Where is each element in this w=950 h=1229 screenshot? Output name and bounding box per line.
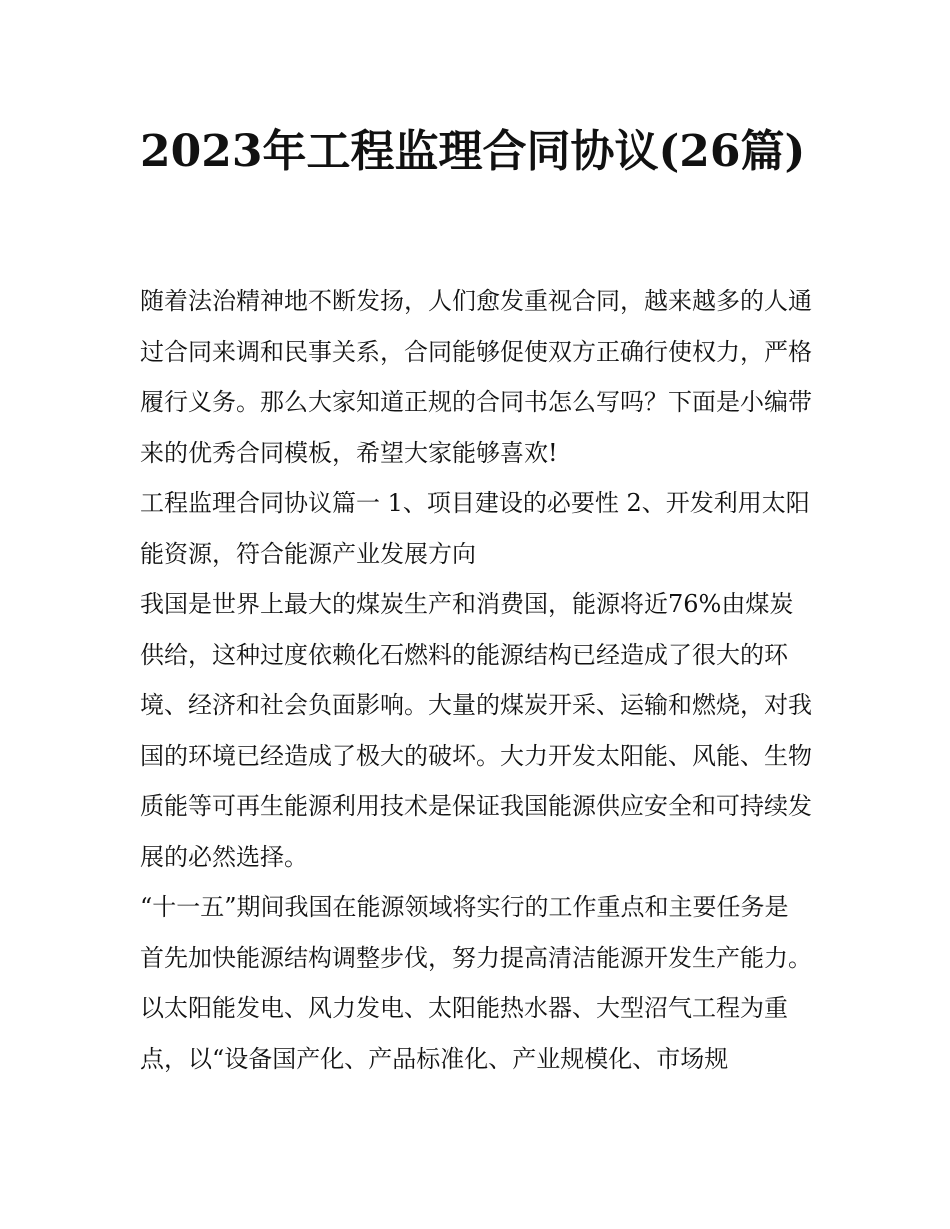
- paragraph-energy-structure: 我国是世界上最大的煤炭生产和消费国，能源将近76%由煤炭供给，这种过度依赖化石燃料的能源结构已经造成了很大的环境、经济和社会负面影响。大量的煤炭开采、运输和燃烧，对我国的环境已经造成了极大的破坏。大力开发太阳能、风能、生物质能等可再生能源利用技术是保证我国能源供应安全和可持续发展的必然选择。: [140, 590, 812, 871]
- document-title: 2023年工程监理合同协议(26篇): [140, 126, 806, 177]
- paragraph-five-year-plan: “十一五”期间我国在能源领域将实行的工作重点和主要任务是首先加快能源结构调整步伐，努力提高清洁能源开发生产能力。以太阳能发电、风力发电、太阳能热水器、大型沼气工程为重点，以“设备国产化、产品标准化、产业规模化、市场规: [140, 893, 812, 1073]
- paragraph-intro: 随着法治精神地不断发扬，人们愈发重视合同，越来越多的人通过合同来调和民事关系，合同能够促使双方正确行使权力，严格履行义务。那么大家知道正规的合同书怎么写吗？下面是小编带来的优秀合同模板，希望大家能够喜欢!: [140, 287, 812, 467]
- document-body: [140, 276, 812, 1084]
- paragraph-section-heading: 工程监理合同协议篇一 1、项目建设的必要性 2、开发利用太阳能资源，符合能源产业发展方向: [140, 489, 810, 568]
